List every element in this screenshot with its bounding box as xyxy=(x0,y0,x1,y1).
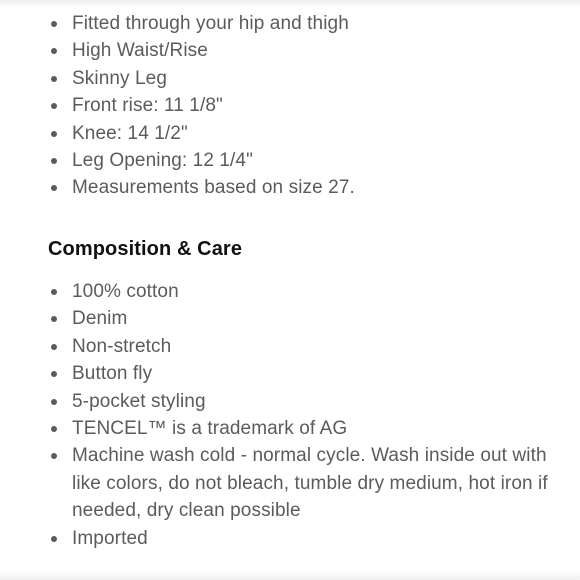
list-item-text: Non-stretch xyxy=(72,335,172,357)
bullet-icon xyxy=(51,103,57,109)
list-item xyxy=(48,10,548,37)
bullet-icon xyxy=(51,344,57,350)
list-item-text: Front rise: 11 1/8" xyxy=(72,95,223,117)
list-item xyxy=(48,360,548,387)
list-item xyxy=(48,278,548,305)
list-item-text: Machine wash cold - normal cycle. Wash inside out with like colors, do not bleach, tumble dry medium, hot iron if needed, dry clean possible xyxy=(72,445,548,522)
list-item-text: Imported xyxy=(72,527,148,549)
bullet-icon xyxy=(51,453,57,459)
bullet-icon xyxy=(51,185,57,191)
list-item xyxy=(48,305,548,332)
fit-list xyxy=(48,10,548,202)
list-item-text: Leg Opening: 12 1/4" xyxy=(72,150,253,172)
list-item xyxy=(48,37,548,64)
list-item xyxy=(48,333,548,360)
list-item-text: Measurements based on size 27. xyxy=(72,177,355,199)
list-item xyxy=(48,65,548,92)
bullet-icon xyxy=(51,371,57,377)
list-item-text: High Waist/Rise xyxy=(72,40,208,62)
list-item-text: TENCEL™ is a trademark of AG xyxy=(72,418,348,440)
list-item xyxy=(48,174,548,201)
list-item-text: Knee: 14 1/2" xyxy=(72,122,188,144)
bullet-icon xyxy=(51,289,57,295)
list-item xyxy=(48,442,548,524)
bullet-icon xyxy=(51,21,57,27)
bullet-icon xyxy=(51,48,57,54)
list-item xyxy=(48,388,548,415)
bullet-icon xyxy=(51,76,57,82)
bullet-icon xyxy=(51,131,57,137)
bullet-icon xyxy=(51,426,57,432)
bullet-icon xyxy=(51,536,57,542)
list-item xyxy=(48,92,548,119)
bottom-fade xyxy=(0,570,580,580)
list-item-text: Denim xyxy=(72,308,128,330)
list-item xyxy=(48,147,548,174)
list-item-text: Button fly xyxy=(72,363,153,385)
list-item-text: 5-pocket styling xyxy=(72,390,206,412)
list-item xyxy=(48,525,548,552)
list-item-text: 100% cotton xyxy=(72,281,179,302)
bullet-icon xyxy=(51,158,57,164)
section-title-composition-care: Composition & Care xyxy=(48,238,243,260)
list-item xyxy=(48,120,548,147)
top-fade xyxy=(0,0,580,8)
list-item xyxy=(48,415,548,442)
bullet-icon xyxy=(51,399,57,405)
list-item-text: Skinny Leg xyxy=(72,67,168,89)
bullet-icon xyxy=(51,316,57,322)
list-item-text: Fitted through your hip and thigh xyxy=(72,13,349,34)
composition-care-list xyxy=(48,278,548,552)
